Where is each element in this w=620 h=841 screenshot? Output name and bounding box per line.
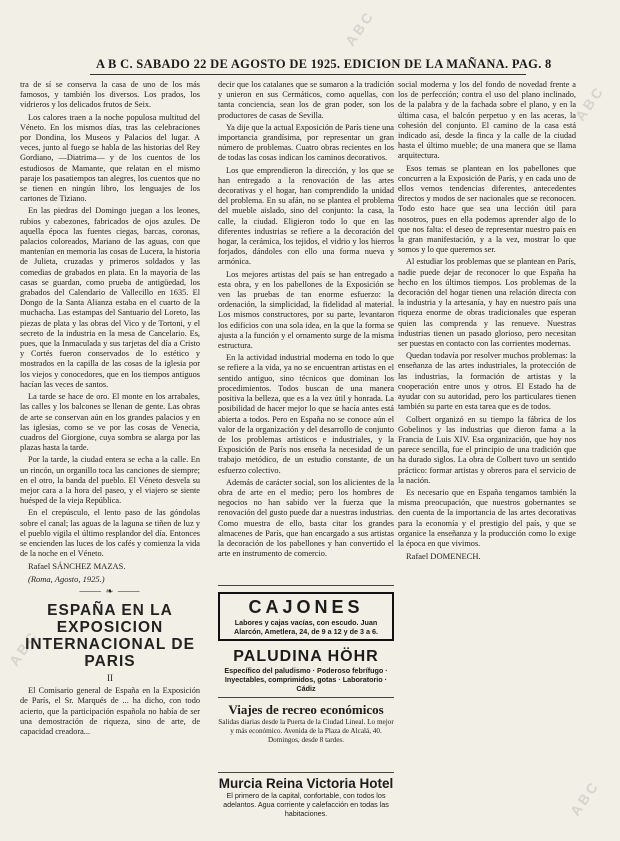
ad-murcia-title: Murcia Reina Victoria Hotel: [218, 776, 394, 791]
watermark-logo: ABC: [341, 7, 378, 49]
header-rule: [90, 74, 526, 75]
watermark-logo: ABC: [5, 627, 42, 669]
article-headline: ESPAÑA EN LA EXPOSICION INTERNACIONAL DE PARIS: [25, 601, 195, 670]
article-signature: Rafael SÁNCHEZ MAZAS.: [28, 561, 126, 572]
article-signature: Rafael DOMENECH.: [406, 551, 481, 562]
ad-cajones-text: Labores y cajas vacías, con escudo. Juan Alarcón, Ametlera, 24, de 9 a 12 y de 3 a 6.: [234, 618, 378, 636]
article-paragraph: El Comisario general de España en la Exposición de París, el Sr. Marqués de ... ha dicho, con todo acierto, que la participación española no había de ser una demostración de riqueza, sino de arte, de capacidad creadora...: [20, 686, 200, 736]
article-paragraph: En la actividad industrial moderna en todo lo que se refiere a la vida, ya no se encuentran artistas en el sentido antiguo, sino técnicos que dominan los procedimientos. Todos buscan de una manera positiva la belleza, que es a la vez útil y honrada. La posibilidad de hacer mejor lo que se hacía antes está abierta a todos. Pero en España no se conoce aún el valor de la organización y del desarrollo de conjunto de los problemas artísticos e industriales, y la Exposición de París nos enseña la necesidad de un trabajo metódico, de un estudio constante, de un esfuerzo colectivo.: [218, 353, 394, 475]
article-paragraph: Colbert organizó en su tiempo la fábrica de los Gobelinos y las industrias que dieron fama a la Francia de Luis XIV. Esa organización, que hoy nos parece sencilla, fue el principio de una tradición que ha durado siglos. La obra de Colbert tuvo un sentido práctico: formar artistas y obreros para el servicio de la nación.: [398, 414, 576, 485]
article-paragraph: En las piedras del Domingo juegan a los leones, rubios y cabezones, fabricados de ojos azules. De aquella época las fuentes ciegas, barcas, coronas, palacios coloreados, Mariano de las aguas, con que mantenían en memoria las cosas de Lucera, la historia de Julieta, cruzadas y primeros soldados y las comedias de grabados en plata. En la mayoría de las casas se guardan, como prueba de antigüedad, los grabados del Calendario de Vallecillo en 1635. El Dongo de la Santa Alianza estaba en el cuarto de la muchacha. Las estampas del Santuario del Loreto, las piezas de plata y las obras del Vico y de Tortoni, y el secreto de la industria en la mesa de Cancelario. Es, pues, que la Inmaculada y sus tarjetas del día a Cristo y Cortés fueron conservados de lo estético y mostrados en la capilla de las cosas de la iglesia por los viejos y conocedores, que en los tiempos antiguos hacían las veces de santos.: [20, 206, 200, 389]
ad-cajones-title: CAJONES: [248, 597, 364, 617]
article-dateline: (Roma, Agosto, 1925.): [28, 573, 105, 584]
article-paragraph: Los calores traen a la noche populosa multitud del Véneto. En los mismos días, tras las celebraciones por Dondina, los Museos y Palacios del lugar. A veces, junto al fuego se habla de las historias del Rey Gordiano, —Diatrima— y de los cuentos de los estudiosos de Mamante, que relatan en el mismo paraje los pasatiempos tan alegres, los cuentos que no se tienen en ningún libro, los lenguajes de los cartones de Tiziano.: [20, 112, 200, 204]
ad-cajones: [218, 592, 394, 641]
ad-paludina: [218, 648, 394, 693]
header-text: A B C. SABADO 22 DE AGOSTO DE 1925. EDICION DE LA MAÑANA. PAG. 8: [96, 57, 552, 71]
article-part-number: II: [107, 672, 113, 683]
article-paragraph: social moderna y los del fondo de novedad frente a los de perfección; contra el uso del plano inclinado, de la palabra y de la fachada sobre el plano, y en la última casa, el balcón perpetuo y en las aceras, la cohesión del conjunto. El camino de la casa está indicado así, desde la finca y la calle de la ciudad hasta el último mueble; de una manera que se llama arquitectura.: [398, 80, 576, 161]
section-flourish: ⸻ ❧ ⸻: [79, 585, 141, 596]
article-paragraph: tra de sí se conserva la casa de uno de los más famosos, y también los diversos. Los prados, los vidrieros y los delicados frutos de Seix.: [20, 80, 200, 110]
article-paragraph: Esos temas se plantean en los pabellones que concurren a la Exposición de París, y en cada uno de ellos vemos tendencias diferentes, antecedentes directos y modos de ser nacionales que se reconocen. Todo esto hace que sea una lección útil para nosotros, pues en ella podemos aprender algo de lo que nos falta: el deseo de representar nuestro país en la gran manifestación, y a la vez, mostrar lo que somos y lo que queremos ser.: [398, 163, 576, 255]
article-paragraph: Los que emprendieron la dirección, y los que se han entregado a la renovación de las artes decorativas y el hogar, han comprendido la unidad del problema. En su afán, no se plantea el problema del mueble aislado, sino del conjunto: la casa, la calle, la ciudad. Eligieron todo lo que en las diferentes industrias se refiere a la decoración del hogar, la cerámica, los tejidos, el vidrio y los hierros forjados, dándoles con ello una forma nueva y armónica.: [218, 165, 394, 267]
article-paragraph: Al estudiar los problemas que se plantean en París, nadie puede dejar de reconocer lo que España ha hecho en los últimos tiempos. Los problemas de la decoración del hogar tienen una relación directa con la industria y la artesanía, y hay en nuestro país una riqueza enorme de obras tradicionales que esperan quien las comprenda y las renueve. Nuestras industrias tienen un pasado glorioso, pero necesitan ser puestas en contacto con las corrientes modernas.: [398, 257, 576, 349]
watermark-logo: ABC: [571, 82, 608, 124]
article-paragraph: decir que los catalanes que se sumaron a la tradición y unieron en sus Cermáticos, como aquellas, con tanta conciencia, sean los de gran poder, son los productores de casas de Sevilla.: [218, 80, 394, 120]
ad-divider: [218, 697, 394, 698]
ad-divider: [218, 585, 394, 586]
column-2: [218, 80, 394, 561]
ad-murcia: [218, 776, 394, 818]
ad-viajes-text: Salidas diarias desde la Puerta de la Ciudad Lineal. Lo mejor y más económico. Avenida de la Plaza de Alcalá, 40. Domingos, desde 8 tardes.: [218, 718, 394, 744]
article-paragraph: Además de carácter social, son los alicientes de la obra de arte en el medio; pero los hombres de negocios no han sabido ver la fuerza que la renovación del gusto puede dar a nuestras industrias. Como muestra de ello, basta citar los grandes almacenes de París, que han encargado a sus artistas la decoración de los pabellones y han convertido el arte en instrumento de comercio.: [218, 477, 394, 559]
article-paragraph: Los mejores artistas del país se han entregado a esta obra, y en los pabellones de la Exposición se ven las pruebas de tan enorme esfuerzo: la ordenación, la simplicidad, la fidelidad al material. Los mismos constructores, por su parte, levantaron los edificios con una sola idea, en la que la forma se ajusta a la función y el ornamento surge de la misma estructura.: [218, 269, 394, 351]
article-paragraph: Por la tarde, la ciudad entera se echa a la calle. En un rincón, un organillo toca las canciones de siempre; en el otro, la banda del pueblo. El Véneto desvela su mejor cara a la hora del paseo, y el viajero se siente huésped de la vieja República.: [20, 455, 200, 506]
watermark-logo: ABC: [566, 777, 603, 819]
article-paragraph: Quedan todavía por resolver muchos problemas: la enseñanza de las artes industriales, la protección de las industrias, la formación de artistas y la cooperación entre unos y otros. El Estado ha de ayudar con su autoridad, pero los particulares tienen también su parte en esta tarea que es de todos.: [398, 351, 576, 412]
ad-divider: [218, 772, 394, 773]
ad-viajes-title: Viajes de recreo económicos: [228, 702, 384, 717]
ad-paludina-title: PALUDINA HÖHR: [233, 648, 379, 665]
ad-viajes: [218, 702, 394, 745]
article-paragraph: Ya dije que la actual Exposición de París tiene una importancia grandísima, por representar un gran número de problemas. Cuatro obras recientes en los de todas las cosas indican los caminos decorativos.: [218, 122, 394, 163]
article-paragraph: Es necesario que en España tengamos también la misma preocupación, que nuestros gobernantes se den cuenta de la importancia de las artes decorativas para la economía y el prestigio del país, y que se organice la enseñanza y la producción como lo exige la época en que vivimos.: [398, 487, 576, 548]
article-paragraph: En el crepúsculo, el lento paso de las góndolas sobre el canal; las aguas de la laguna se tiñen de luz y el pueblo vigila el último resplandor del día. Entonces se encienden las luces de los cafés y comienza la vida de la noche en el Véneto.: [20, 508, 200, 559]
article-paragraph: La tarde se hace de oro. El monte en los arrabales, las calles y los balcones se llenan de gente. Las obras de arte se conservan aún en los grandes palacios y en las iglesias, como se ve por las cosas de Venecia, cuadros del Giorgione, cuya sombra se alarga por las plazas hasta la tarde.: [20, 392, 200, 453]
page-header: [96, 57, 552, 75]
column-3: [398, 80, 576, 563]
ad-murcia-text: El primero de la capital, confortable, con todos los adelantos. Agua corriente y calefacción en todas las habitaciones.: [223, 791, 389, 818]
ad-paludina-text: Específico del paludismo · Poderoso febrífugo · Inyectables, comprimidos, gotas · Laboratorio · Cádiz: [224, 666, 388, 693]
column-1: [20, 80, 200, 739]
